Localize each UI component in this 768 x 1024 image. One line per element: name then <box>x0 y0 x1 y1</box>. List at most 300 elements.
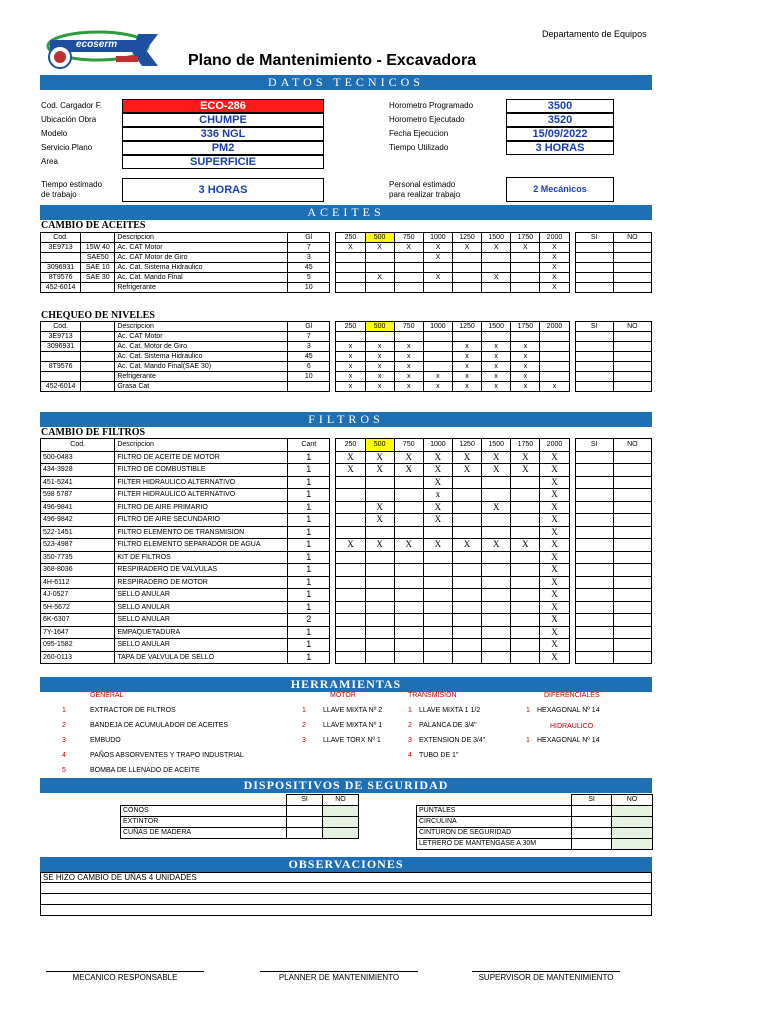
cell-mark <box>511 589 540 602</box>
cell-desc: FILTRO DE COMBUSTIBLE <box>115 464 288 477</box>
company-logo <box>46 30 160 70</box>
cell-no <box>613 464 651 477</box>
datos-right-value: 3520 <box>506 113 614 127</box>
cell-mark: X <box>540 539 569 552</box>
cell-mark <box>336 332 365 342</box>
cell-cod: 3E9713 <box>41 243 81 253</box>
cell-mark <box>423 564 452 577</box>
cell-mark <box>365 614 394 627</box>
cell-mark: X <box>452 539 481 552</box>
cell-gl: 5 <box>288 273 330 283</box>
interval-header: 1000 <box>423 233 452 243</box>
datos-left-value: CHUMPE <box>122 113 324 127</box>
col-cant: Cant <box>288 439 330 452</box>
cell-mark: X <box>540 243 569 253</box>
cell-no <box>613 362 651 372</box>
page-title: Plano de Mantenimiento - Excavadora <box>188 52 477 69</box>
cell-si <box>575 489 613 502</box>
datos-right-label: Horometro Ejecutado <box>389 115 465 124</box>
cell-mark <box>336 651 365 664</box>
cell-gl: 3 <box>288 253 330 263</box>
cell-cod: 8T9576 <box>41 273 81 283</box>
cell-desc: Ac. CAT Motor <box>115 243 288 253</box>
cell-mark <box>394 651 423 664</box>
cell-mark <box>452 526 481 539</box>
col-desc: Descripcion <box>115 439 288 452</box>
cell-gl <box>288 382 330 392</box>
cell-desc: FILTRO DE AIRE PRIMARIO <box>115 501 288 514</box>
col-no: NO <box>323 795 359 806</box>
cell-mark <box>452 332 481 342</box>
table-row <box>417 806 653 817</box>
cell-no <box>613 526 651 539</box>
cell-no <box>613 451 651 464</box>
cell-cod: 095-1582 <box>41 639 115 652</box>
cell-desc: EMPAQUETADURA <box>115 626 288 639</box>
cell-no <box>613 273 651 283</box>
cell-mark <box>365 564 394 577</box>
cell-mark: X <box>482 451 511 464</box>
table-row <box>41 332 652 342</box>
cell-mark <box>394 614 423 627</box>
tool-number: 1 <box>302 707 306 714</box>
cell-si <box>572 806 612 817</box>
cell-mark: X <box>540 501 569 514</box>
tool-item: EXTRACTOR DE FILTROS <box>90 707 176 714</box>
cell-desc: Ac. Cat. Mando Final(SAE 30) <box>115 362 288 372</box>
cell-mark <box>452 263 481 273</box>
cell-si <box>575 332 613 342</box>
cell-mark: x <box>336 382 365 392</box>
cell-si <box>575 476 613 489</box>
cell-mark: X <box>423 243 452 253</box>
signature-line-2 <box>260 971 418 972</box>
cell-mark <box>452 476 481 489</box>
cell-mark: x <box>365 352 394 362</box>
cell-no <box>323 817 359 828</box>
interval-header: 250 <box>336 233 365 243</box>
cell-si <box>575 451 613 464</box>
cell-si <box>575 243 613 253</box>
cell-mark <box>394 273 423 283</box>
cell-mark: x <box>394 372 423 382</box>
herr-hidraulico-title: HIDRAULICO <box>550 723 594 730</box>
cell-mark: x <box>365 382 394 392</box>
cell-mark <box>482 651 511 664</box>
cell-cant: 1 <box>288 626 330 639</box>
tool-number: 3 <box>302 737 306 744</box>
cell-mark <box>540 352 569 362</box>
cell-mark: X <box>423 476 452 489</box>
cell-gl: 45 <box>288 352 330 362</box>
datos-right-value: 15/09/2022 <box>506 127 614 141</box>
cell-desc: Ac. CAT Motor <box>115 332 288 342</box>
cell-desc: SELLO ANULAR <box>115 639 288 652</box>
cell-mark <box>365 476 394 489</box>
tool-number: 1 <box>526 737 530 744</box>
cell-cod: 522-1451 <box>41 526 115 539</box>
cell-no <box>613 626 651 639</box>
col-cod: Cod. <box>41 233 81 243</box>
cell-no <box>613 283 651 293</box>
cell-mark <box>394 564 423 577</box>
table-row <box>41 362 652 372</box>
cell-mark: X <box>540 451 569 464</box>
cell-cod: 451-5241 <box>41 476 115 489</box>
cell-mark <box>365 651 394 664</box>
cell-mark: X <box>452 451 481 464</box>
cell-mark: X <box>511 451 540 464</box>
cell-mark: X <box>336 451 365 464</box>
herr-diferenciales-title: DIFERENCIALES <box>544 692 600 699</box>
datos-left-value: 336 NGL <box>122 127 324 141</box>
cell-desc: Refrigerante <box>115 283 288 293</box>
herr-general-title: GENERAL <box>90 692 124 699</box>
cell-mark <box>511 601 540 614</box>
cell-no <box>612 839 653 850</box>
cell-mark <box>511 564 540 577</box>
cell-mark <box>423 589 452 602</box>
cell-desc: RESPIRADERO DE VALVULAS <box>115 564 288 577</box>
tool-item: LLAVE MIXTA 1 1/2 <box>419 707 481 714</box>
table-row <box>41 551 652 564</box>
cell-mark: x <box>365 362 394 372</box>
cell-gl: 7 <box>288 332 330 342</box>
col-si: SI <box>287 795 323 806</box>
cell-si <box>575 564 613 577</box>
table-row <box>41 283 652 293</box>
cell-mark <box>365 263 394 273</box>
cell-desc: FILTRO ELEMENTO DE TRANSMISION <box>115 526 288 539</box>
cell-grade: 15W 40 <box>81 243 115 253</box>
interval-header: 500 <box>365 439 394 452</box>
table-row <box>41 501 652 514</box>
cell-mark <box>482 551 511 564</box>
cell-mark: x <box>511 362 540 372</box>
cell-grade <box>81 332 115 342</box>
cell-desc: Ac. Cat. Mando Final <box>115 273 288 283</box>
cell-cant: 1 <box>288 476 330 489</box>
cell-cant: 1 <box>288 526 330 539</box>
cell-no <box>613 651 651 664</box>
table-row <box>41 464 652 477</box>
cell-mark: X <box>452 243 481 253</box>
cell-mark <box>394 332 423 342</box>
col-si: SI <box>575 322 613 332</box>
cell-cant: 1 <box>288 464 330 477</box>
cell-mark <box>511 501 540 514</box>
cell-cod: 368-8036 <box>41 564 115 577</box>
interval-header: 500 <box>365 322 394 332</box>
cell-no <box>613 489 651 502</box>
cell-mark: x <box>423 382 452 392</box>
cell-no <box>613 352 651 362</box>
cell-mark <box>511 332 540 342</box>
cell-mark: X <box>423 253 452 263</box>
datos-right-label: Tiempo Utilizado <box>389 143 449 152</box>
interval-header: 1250 <box>452 439 481 452</box>
interval-header: 1500 <box>482 439 511 452</box>
cell-mark: x <box>482 352 511 362</box>
cell-cant: 1 <box>288 576 330 589</box>
cell-mark <box>423 576 452 589</box>
chequeo-niveles-table <box>40 321 652 392</box>
cell-mark <box>336 501 365 514</box>
cell-mark <box>452 576 481 589</box>
cell-mark: X <box>423 464 452 477</box>
cell-mark <box>511 253 540 263</box>
table-row <box>41 342 652 352</box>
cell-mark <box>336 526 365 539</box>
cell-mark <box>365 489 394 502</box>
cell-cod: 452-6014 <box>41 382 81 392</box>
cell-mark <box>540 362 569 372</box>
tool-number: 2 <box>302 722 306 729</box>
interval-header: 250 <box>336 322 365 332</box>
cell-si <box>575 526 613 539</box>
cell-cod: 260-0113 <box>41 651 115 664</box>
cell-mark <box>394 601 423 614</box>
cell-mark: X <box>452 464 481 477</box>
cell-cod: 434-3928 <box>41 464 115 477</box>
tool-item: EXTENSION DE 3/4" <box>419 737 486 744</box>
cell-mark: X <box>423 451 452 464</box>
tool-number: 4 <box>408 752 412 759</box>
interval-header: 1750 <box>511 322 540 332</box>
table-row <box>41 372 652 382</box>
cell-si <box>575 352 613 362</box>
signature-supervisor: SUPERVISOR DE MANTENIMIENTO <box>478 973 614 982</box>
cell-desc: Ac. CAT Motor de Giro <box>115 253 288 263</box>
cell-mark: x <box>511 382 540 392</box>
cell-mark: X <box>336 464 365 477</box>
cell-grade <box>81 362 115 372</box>
cell-grade <box>81 372 115 382</box>
cell-mark <box>423 332 452 342</box>
cell-mark <box>540 342 569 352</box>
table-row <box>121 828 359 839</box>
cell-no <box>613 332 651 342</box>
device-name: EXTINTOR <box>121 817 287 828</box>
cell-mark <box>482 639 511 652</box>
cell-mark <box>452 626 481 639</box>
cell-mark <box>336 589 365 602</box>
table-row <box>41 263 652 273</box>
cell-mark: X <box>394 464 423 477</box>
col-grade <box>81 233 115 243</box>
department-label: Departamento de Equipos <box>542 29 647 39</box>
cell-cant: 1 <box>288 589 330 602</box>
cell-si <box>575 639 613 652</box>
interval-header: 750 <box>394 439 423 452</box>
cell-mark <box>394 263 423 273</box>
cell-mark <box>482 576 511 589</box>
cell-desc: KIT DE FILTROS <box>115 551 288 564</box>
cell-mark <box>394 489 423 502</box>
cell-mark <box>452 253 481 263</box>
cell-mark <box>336 489 365 502</box>
cell-mark <box>336 639 365 652</box>
interval-header: 750 <box>394 322 423 332</box>
cell-mark <box>394 501 423 514</box>
cambio-aceites-title: CAMBIO DE ACEITES <box>41 220 146 231</box>
personal-label-2: para realizar trabajo <box>389 190 461 199</box>
cell-mark <box>365 253 394 263</box>
cell-grade <box>81 352 115 362</box>
cell-mark <box>511 476 540 489</box>
col-desc: Descripcion <box>115 322 288 332</box>
interval-header: 2000 <box>540 439 569 452</box>
cell-mark: X <box>540 589 569 602</box>
cell-si <box>575 576 613 589</box>
signature-line-1 <box>46 971 204 972</box>
tool-number: 3 <box>408 737 412 744</box>
cell-mark <box>423 551 452 564</box>
cell-mark: X <box>540 564 569 577</box>
datos-left-value: SUPERFICIE <box>122 155 324 169</box>
interval-header: 1500 <box>482 322 511 332</box>
cell-mark: x <box>452 382 481 392</box>
tool-number: 2 <box>408 722 412 729</box>
datos-left-value: ECO-286 <box>122 99 324 113</box>
table-row <box>41 539 652 552</box>
table-row <box>41 352 652 362</box>
cell-mark <box>452 639 481 652</box>
cell-mark <box>511 551 540 564</box>
cell-mark: X <box>482 464 511 477</box>
interval-header: 1500 <box>482 233 511 243</box>
cell-cant: 1 <box>288 639 330 652</box>
cell-cant: 1 <box>288 451 330 464</box>
cell-desc: FILTRO ELEMENTO SEPARADOR DE AGUA <box>115 539 288 552</box>
cell-mark <box>365 576 394 589</box>
interval-header: 2000 <box>540 322 569 332</box>
cell-grade <box>81 382 115 392</box>
cell-cod <box>41 352 81 362</box>
cell-mark <box>423 601 452 614</box>
cell-mark <box>511 639 540 652</box>
cell-mark: X <box>365 243 394 253</box>
cell-si <box>575 589 613 602</box>
cell-mark <box>482 332 511 342</box>
cell-mark: X <box>511 243 540 253</box>
cell-mark <box>336 476 365 489</box>
cell-mark: x <box>423 372 452 382</box>
tool-item: TUBO DE 1" <box>419 752 459 759</box>
cell-mark <box>452 514 481 527</box>
cell-mark <box>423 352 452 362</box>
tool-item: HEXAGONAL Nº 14 <box>537 737 600 744</box>
cell-cod: 350-7735 <box>41 551 115 564</box>
seguridad-banner: DISPOSITIVOS DE SEGURIDAD <box>40 778 652 793</box>
device-name: CUÑAS DE MADERA <box>121 828 287 839</box>
cell-mark <box>423 342 452 352</box>
datos-left-value: PM2 <box>122 141 324 155</box>
cell-no <box>613 539 651 552</box>
cell-mark <box>540 332 569 342</box>
cell-mark: x <box>452 342 481 352</box>
cell-no <box>613 564 651 577</box>
cell-si <box>575 283 613 293</box>
cell-grade <box>81 342 115 352</box>
cell-desc: FILTRO DE AIRE SECUNDARIO <box>115 514 288 527</box>
filtros-banner: FILTROS <box>40 412 652 427</box>
cell-no <box>613 639 651 652</box>
cell-mark <box>452 564 481 577</box>
table-row <box>417 828 653 839</box>
cell-cod: 3096931 <box>41 263 81 273</box>
device-name: PUNTALES <box>417 806 572 817</box>
cell-no <box>613 382 651 392</box>
cell-cod: 496-9842 <box>41 514 115 527</box>
col-no: NO <box>613 233 651 243</box>
cell-desc: FILTRO DE ACEITE DE MOTOR <box>115 451 288 464</box>
tool-item: LLAVE TORX Nº 1 <box>323 737 381 744</box>
col-si: SI <box>572 795 612 806</box>
interval-header: 1000 <box>423 322 452 332</box>
cell-cod: 8T9576 <box>41 362 81 372</box>
cambio-filtros-table <box>40 438 652 664</box>
cell-mark: x <box>511 342 540 352</box>
tool-item: LLAVE MIXTA Nº 2 <box>323 707 383 714</box>
tool-item: PALANCA DE 3/4" <box>419 722 477 729</box>
cell-mark <box>336 564 365 577</box>
cell-mark <box>452 489 481 502</box>
cell-si <box>575 253 613 263</box>
interval-header: 1750 <box>511 233 540 243</box>
cell-mark: X <box>540 489 569 502</box>
cell-si <box>287 806 323 817</box>
tool-number: 2 <box>62 722 66 729</box>
cell-mark: X <box>540 283 569 293</box>
cell-mark <box>365 639 394 652</box>
col-grade <box>81 322 115 332</box>
table-row <box>41 576 652 589</box>
cell-no <box>613 263 651 273</box>
cell-desc: Ac. Cat. Motor de Giro <box>115 342 288 352</box>
seguridad-right-table <box>416 794 653 850</box>
cell-cod: 4H-6112 <box>41 576 115 589</box>
cell-mark <box>336 576 365 589</box>
cell-no <box>612 817 653 828</box>
cell-desc: Ac. Cat. Sistema Hidraulico <box>115 263 288 273</box>
cell-si <box>287 817 323 828</box>
interval-header: 750 <box>394 233 423 243</box>
table-row <box>41 382 652 392</box>
cell-mark: x <box>336 352 365 362</box>
cell-cod: 500-0483 <box>41 451 115 464</box>
cell-mark: X <box>540 273 569 283</box>
table-row <box>41 614 652 627</box>
tiempo-value: 3 HORAS <box>122 178 324 202</box>
cell-gl: 6 <box>288 362 330 372</box>
cell-si <box>287 828 323 839</box>
cell-mark <box>511 526 540 539</box>
cell-cod: 7Y-1647 <box>41 626 115 639</box>
cell-cod: 452-6014 <box>41 283 81 293</box>
gap-cell <box>121 795 287 806</box>
cell-mark <box>423 614 452 627</box>
cell-mark <box>511 489 540 502</box>
cell-mark: X <box>540 464 569 477</box>
interval-header: 250 <box>336 439 365 452</box>
cell-mark <box>394 253 423 263</box>
observaciones-banner: OBSERVACIONES <box>40 857 652 872</box>
cell-mark <box>394 639 423 652</box>
herramientas-banner: HERRAMIENTAS <box>40 677 652 692</box>
cell-mark <box>365 551 394 564</box>
cell-mark <box>336 601 365 614</box>
